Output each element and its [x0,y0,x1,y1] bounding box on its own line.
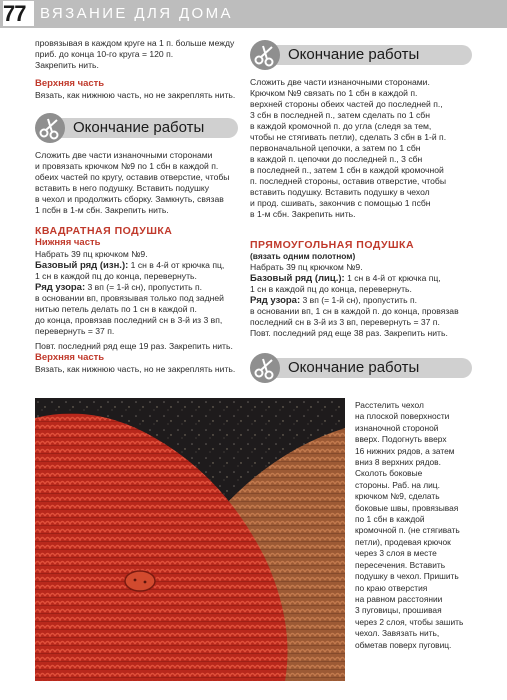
rect-pillow-note: (вязать одним полотном) [250,251,356,261]
square-pillow-title: КВАДРАТНАЯ ПОДУШКА [35,225,173,237]
finish-line: вставить в него подушку. Вставить подушку [35,183,210,193]
finish-line: обметав поверх пуговиц. [355,639,452,650]
finish-line: и прод. сшивать, закончив с помощью 1 псбн [250,198,431,208]
intro-line: провязывая в каждом круге на 1 п. больше между [35,38,235,48]
pattern-row-text: 3 вп (= 1-й сн), пропустить п. [302,295,418,305]
page-number: 77 [3,1,34,26]
finish-line: через 3 слоя в месте [355,548,437,559]
finish-line: вставить подушку. Вставить подушку в чехол [250,187,430,197]
finish-line: боковые швы, провязывая [355,502,459,513]
finish-line: в каждой кромочной п. до угла (следя за тем, [250,121,432,131]
finish-line: Расстелить чехол [355,400,424,410]
finish-line: по краю отверстия [355,582,428,593]
top-part-text: Вязать, как нижнюю часть, но не закреплять нить. [35,364,236,374]
finish-line: Крючком №9 связать по 1 сбн в каждой п. [250,88,418,98]
finish-line: в каждой п. цепочки до последней п., 3 сбн [250,154,423,164]
bottom-part-heading: Нижняя часть [35,237,101,248]
finish-line: Сколоть боковые [355,468,423,479]
section-title: ВЯЗАНИЕ ДЛЯ ДОМА [40,5,233,22]
right-finish-text-1 [250,77,475,220]
pattern-row-text: перевернуть = 37 п. [35,326,115,336]
pattern-row-text: в основании вп, провязывая только под задней [35,293,224,303]
pattern-row-text: последний сн в 3-й из 3 вп, перевернуть = 37 п. [250,317,440,327]
finish-banner-text: Окончание работы [73,119,205,136]
finish-banner-text: Окончание работы [288,359,420,376]
finish-line: 3 пуговицы, прошивая [355,605,442,616]
finish-line: вверх. Подогнуть вверх [355,434,447,445]
finish-line: изнаночной стороной [355,422,439,433]
scissors-icon [250,40,280,70]
base-row-text: 1 сн в каждой пц до конца, перевернуть. [35,271,197,281]
finish-line: по 1 сбн в каждой [355,514,425,525]
pattern-row-text: нитью петель делать по 1 сн в каждой п. [35,304,197,314]
finish-line: через 2 слоя, чтобы зашить [355,616,464,627]
final-assembly-text [355,400,467,651]
left-column-top [35,38,240,101]
pattern-row-text: до конца, провязав последний сн в 3-й из 3 вп, [35,315,223,325]
base-row-label: Базовый ряд (изн.): [35,260,129,271]
finish-line: на равном расстоянии [355,593,443,604]
finish-line: крючком №9, сделать [355,491,440,502]
cast-on-text: Набрать 39 пц крючком №9. [250,262,363,272]
page-header [0,0,507,28]
rect-pillow-title: ПРЯМОУГОЛЬНАЯ ПОДУШКА [250,239,415,251]
base-row-text: 1 сн в 4-й от крючка пц, [130,260,225,270]
finish-line: подушку в чехол. Пришить [355,571,459,582]
square-pillow-section [35,225,240,375]
scissors-icon [35,113,65,143]
intro-line: Закрепить нить. [35,60,99,70]
base-row-label: Базовый ряд (лиц.): [250,273,345,284]
finish-line: в чехол и продолжить сборку. Замкнуть, связав [35,194,224,204]
crochet-pillow-photo [35,398,345,681]
base-row-text: 1 сн в 4-й от крючка пц, [347,273,441,283]
finish-line: п. последней стороны, оставив отверстие, чтобы [250,176,447,186]
pattern-row-label: Ряд узора: [35,282,86,293]
finish-line: петли), продевая крючок [355,536,451,547]
finish-line: Сложить две части изнаночными сторонами. [250,77,430,87]
finish-line: чехол. Завязать нить, [355,628,440,639]
finish-line: 3 сбн в последней п., затем сделать по 1 сбн [250,110,430,120]
top-part-heading: Верхняя часть [35,352,105,363]
top-part-text: Вязать, как нижнюю часть, но не закреплять нить. [35,90,236,100]
scissors-icon [250,353,280,383]
finish-line: кромочной п. (не стягивать [355,525,460,536]
finish-line: стороны. Раб. на лиц. [355,479,440,490]
intro-line: приб. до конца 10-го круга = 120 п. [35,49,174,59]
finish-line: в последней п., затем 1 сбн в каждой кромочной [250,165,444,175]
finish-line: пересечения. Вставить [355,559,446,570]
finish-banner-right-1 [250,40,472,70]
pattern-row-label: Ряд узора: [250,295,301,306]
repeat-text: Повт. последний ряд еще 19 раз. Закрепить нить. [35,341,233,351]
finish-line: в 1-м сбн. Закрепить нить. [250,209,356,219]
finish-line: чтобы не стягивать петли), сделать 3 сбн в 1-й п. [250,132,447,142]
finish-line: вниз 8 верхних рядов. [355,457,441,468]
finish-line: обеих частей по кругу, оставив отверстие, чтобы [35,172,230,182]
pattern-row-text: 3 вп (= 1-й сн), пропустить п. [87,282,203,292]
pattern-row-text: в основании вп, 1 сн в каждой п. до конца, провязав [250,306,459,316]
finish-banner-right-2 [250,353,472,383]
finish-line: 16 нижних рядов, а затем [355,445,455,456]
finish-line: Сложить две части изнаночными сторонами [35,150,213,160]
base-row-text: 1 сн в каждой пц до конца, перевернуть. [250,284,412,294]
finish-line: первоначальной цепочки, а затем по 1 сбн [250,143,421,153]
rect-pillow-section [250,239,475,339]
finish-banner-text: Окончание работы [288,46,420,63]
repeat-text: Повт. последний ряд еще 38 раз. Закрепить нить. [250,328,448,338]
left-finish-text [35,150,240,216]
finish-line: и провязать крючком №9 по 1 сбн в каждой п. [35,161,219,171]
top-part-heading: Верхняя часть [35,78,105,89]
finish-line: 1 псбн в 1-м сбн. Закрепить нить. [35,205,169,215]
cast-on-text: Набрать 39 пц крючком №9. [35,249,148,259]
finish-line: верхней стороны обеих частей до последней п., [250,99,443,109]
finish-banner-left [35,113,238,143]
finish-line: на плоской поверхности [355,411,450,422]
